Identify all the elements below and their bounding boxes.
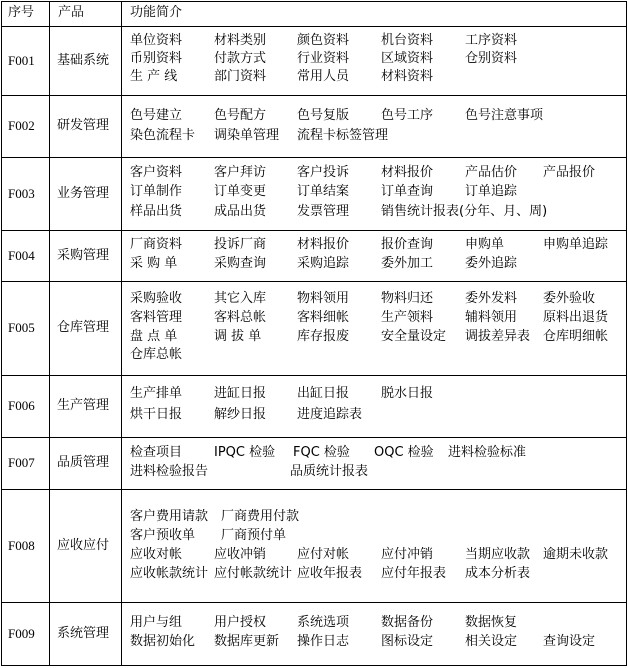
feature-item: 订单制作 xyxy=(130,184,183,199)
feature-item: 其它入库 xyxy=(214,291,267,306)
col-divider xyxy=(49,1,50,666)
feature-item: 色号注意事项 xyxy=(465,108,544,123)
feature-item: 物料领用 xyxy=(297,291,350,306)
feature-item: 物料归还 xyxy=(381,291,434,306)
row-divider xyxy=(1,230,627,231)
feature-item: 委外验收 xyxy=(543,291,596,306)
feature-item: 查询设定 xyxy=(543,634,596,649)
feature-item: 检查项目 xyxy=(130,445,183,460)
feature-item: 委外加工 xyxy=(381,256,434,271)
feature-item: 应付年报表 xyxy=(381,566,447,581)
feature-item: 库存报废 xyxy=(297,329,350,344)
header-id: 序号 xyxy=(8,5,35,20)
feature-item: 订单追踪 xyxy=(465,184,518,199)
feature-item: 委外发料 xyxy=(465,291,518,306)
row-id: F009 xyxy=(8,625,35,641)
row-id: F001 xyxy=(8,52,35,68)
row-divider xyxy=(1,95,627,96)
feature-item: 进料检验报告 xyxy=(130,464,209,479)
feature-item: 调 拔 单 xyxy=(214,329,262,344)
feature-item: 常用人员 xyxy=(297,69,350,84)
feature-item: 客户费用请款 xyxy=(130,509,209,524)
feature-item: 采购追踪 xyxy=(297,256,350,271)
row-product: 生产管理 xyxy=(57,398,110,413)
feature-item: 客料细帐 xyxy=(297,310,350,325)
feature-item: 用户与组 xyxy=(130,615,183,630)
feature-item: 操作日志 xyxy=(297,634,350,649)
feature-item: 报价查询 xyxy=(381,237,434,252)
feature-item: 品质统计报表 xyxy=(290,464,369,479)
feature-item: 行业资料 xyxy=(297,51,350,66)
row-product: 基础系统 xyxy=(57,52,110,68)
feature-item: 投诉厂商 xyxy=(214,237,267,252)
feature-item: 客料总帐 xyxy=(214,310,267,325)
feature-item: 颜色资料 xyxy=(297,33,350,48)
row-id: F004 xyxy=(8,247,35,263)
feature-item: 采 购 单 xyxy=(130,256,178,271)
feature-item: 厂商费用付款 xyxy=(221,509,300,524)
row-id: F005 xyxy=(8,320,35,335)
feature-item: 区域资料 xyxy=(381,51,434,66)
feature-item: 数据恢复 xyxy=(465,615,518,630)
feature-item: 数据备份 xyxy=(381,615,434,630)
feature-item: 仓库总帐 xyxy=(130,347,183,362)
table-border-right xyxy=(626,1,627,666)
header-features: 功能简介 xyxy=(130,5,183,20)
feature-item: 进缸日报 xyxy=(214,386,267,401)
feature-item: 烘干日报 xyxy=(130,407,183,422)
feature-item: 材料报价 xyxy=(297,237,350,252)
feature-item: 数据初始化 xyxy=(130,634,196,649)
feature-item: 系统选项 xyxy=(297,615,350,630)
feature-item: OQC 检验 xyxy=(374,445,434,460)
feature-item: 安全量设定 xyxy=(381,329,447,344)
feature-item: 当期应收款 xyxy=(465,547,531,562)
feature-item: 厂商预付单 xyxy=(221,528,287,543)
feature-item: 染色流程卡 xyxy=(130,128,196,143)
row-divider xyxy=(1,157,627,158)
feature-item: 图标设定 xyxy=(381,634,434,649)
feature-item: 生产领料 xyxy=(381,310,434,325)
feature-item: 订单变更 xyxy=(214,184,267,199)
row-divider xyxy=(1,602,627,603)
feature-item: 采购验收 xyxy=(130,291,183,306)
feature-item: 应收帐款统计 xyxy=(130,566,209,581)
feature-item: 币别资料 xyxy=(130,51,183,66)
feature-item: 色号工序 xyxy=(381,108,434,123)
feature-item: 生产排单 xyxy=(130,386,183,401)
feature-item: 调染单管理 xyxy=(214,128,280,143)
header-divider xyxy=(1,26,627,27)
row-divider xyxy=(1,375,627,376)
feature-item: 发票管理 xyxy=(297,204,350,219)
col-divider xyxy=(121,1,122,666)
row-id: F002 xyxy=(8,118,35,133)
feature-item: 进度追踪表 xyxy=(297,407,363,422)
feature-item: 出缸日报 xyxy=(297,386,350,401)
feature-item: FQC 检验 xyxy=(293,445,350,460)
table-border-bottom xyxy=(1,665,627,666)
feature-item: 生 产 线 xyxy=(130,69,178,84)
feature-item: 委外追踪 xyxy=(465,256,518,271)
feature-item: 客料管理 xyxy=(130,310,183,325)
feature-item: 单位资料 xyxy=(130,33,183,48)
feature-item: 样品出货 xyxy=(130,204,183,219)
feature-item: 产品报价 xyxy=(543,165,596,180)
feature-item: 应付帐款统计 xyxy=(214,566,293,581)
feature-item: 机台资料 xyxy=(381,33,434,48)
feature-item: 订单查询 xyxy=(381,184,434,199)
feature-item: 订单结案 xyxy=(297,184,350,199)
row-id: F007 xyxy=(8,455,35,470)
feature-item: 部门资料 xyxy=(214,69,267,84)
row-product: 应收应付 xyxy=(57,537,110,553)
feature-item: 采购查询 xyxy=(214,256,267,271)
feature-item: 客户投诉 xyxy=(297,165,350,180)
feature-item: 申购单 xyxy=(465,237,505,252)
row-product: 系统管理 xyxy=(57,625,110,641)
feature-item: 客户拜访 xyxy=(214,165,267,180)
row-product: 品质管理 xyxy=(57,455,110,470)
row-divider xyxy=(1,489,627,490)
row-product: 研发管理 xyxy=(57,118,110,133)
feature-item: 进料检验标准 xyxy=(448,445,527,460)
row-divider xyxy=(1,281,627,282)
table-border-top xyxy=(1,1,627,2)
feature-item: 客户资料 xyxy=(130,165,183,180)
row-product: 仓库管理 xyxy=(57,320,110,335)
feature-item: 调拔差异表 xyxy=(465,329,531,344)
feature-item: 用户授权 xyxy=(214,615,267,630)
feature-item: 成品出货 xyxy=(214,204,267,219)
feature-item: IPQC 检验 xyxy=(214,445,276,460)
feature-item: 厂商资料 xyxy=(130,237,183,252)
feature-item: 色号复版 xyxy=(297,108,350,123)
header-product: 产品 xyxy=(58,5,85,20)
feature-item: 成本分析表 xyxy=(465,566,531,581)
feature-item: 色号建立 xyxy=(130,108,183,123)
feature-item: 销售统计报表(分年、月、周) xyxy=(381,204,548,219)
feature-item: 原料出退货 xyxy=(543,310,609,325)
feature-item: 仓别资料 xyxy=(465,51,518,66)
feature-item: 相关设定 xyxy=(465,634,518,649)
feature-item: 色号配方 xyxy=(214,108,267,123)
row-product: 业务管理 xyxy=(57,185,110,201)
feature-item: 产品估价 xyxy=(465,165,518,180)
feature-item: 材料资料 xyxy=(381,69,434,84)
feature-item: 材料类别 xyxy=(214,33,267,48)
feature-item: 仓库明细帐 xyxy=(543,329,609,344)
feature-item: 申购单追踪 xyxy=(543,237,609,252)
feature-item: 盘 点 单 xyxy=(130,329,178,344)
row-id: F006 xyxy=(8,398,35,413)
feature-item: 应收年报表 xyxy=(297,566,363,581)
feature-item: 工序资料 xyxy=(465,33,518,48)
row-product: 采购管理 xyxy=(57,247,110,263)
feature-item: 应收冲销 xyxy=(214,547,267,562)
row-id: F008 xyxy=(8,537,35,553)
feature-item: 材料报价 xyxy=(381,165,434,180)
feature-item: 辅料领用 xyxy=(465,310,518,325)
table-border-left xyxy=(1,1,2,666)
feature-item: 脱水日报 xyxy=(381,386,434,401)
feature-item: 应付冲销 xyxy=(381,547,434,562)
feature-item: 流程卡标签管理 xyxy=(297,128,389,143)
feature-item: 逾期未收款 xyxy=(543,547,609,562)
feature-item: 客户预收单 xyxy=(130,528,196,543)
feature-item: 应付对帐 xyxy=(297,547,350,562)
feature-item: 付款方式 xyxy=(214,51,267,66)
row-id: F003 xyxy=(8,185,35,201)
feature-item: 解纱日报 xyxy=(214,407,267,422)
feature-item: 数据库更新 xyxy=(214,634,280,649)
row-divider xyxy=(1,437,627,438)
feature-item: 应收对帐 xyxy=(130,547,183,562)
